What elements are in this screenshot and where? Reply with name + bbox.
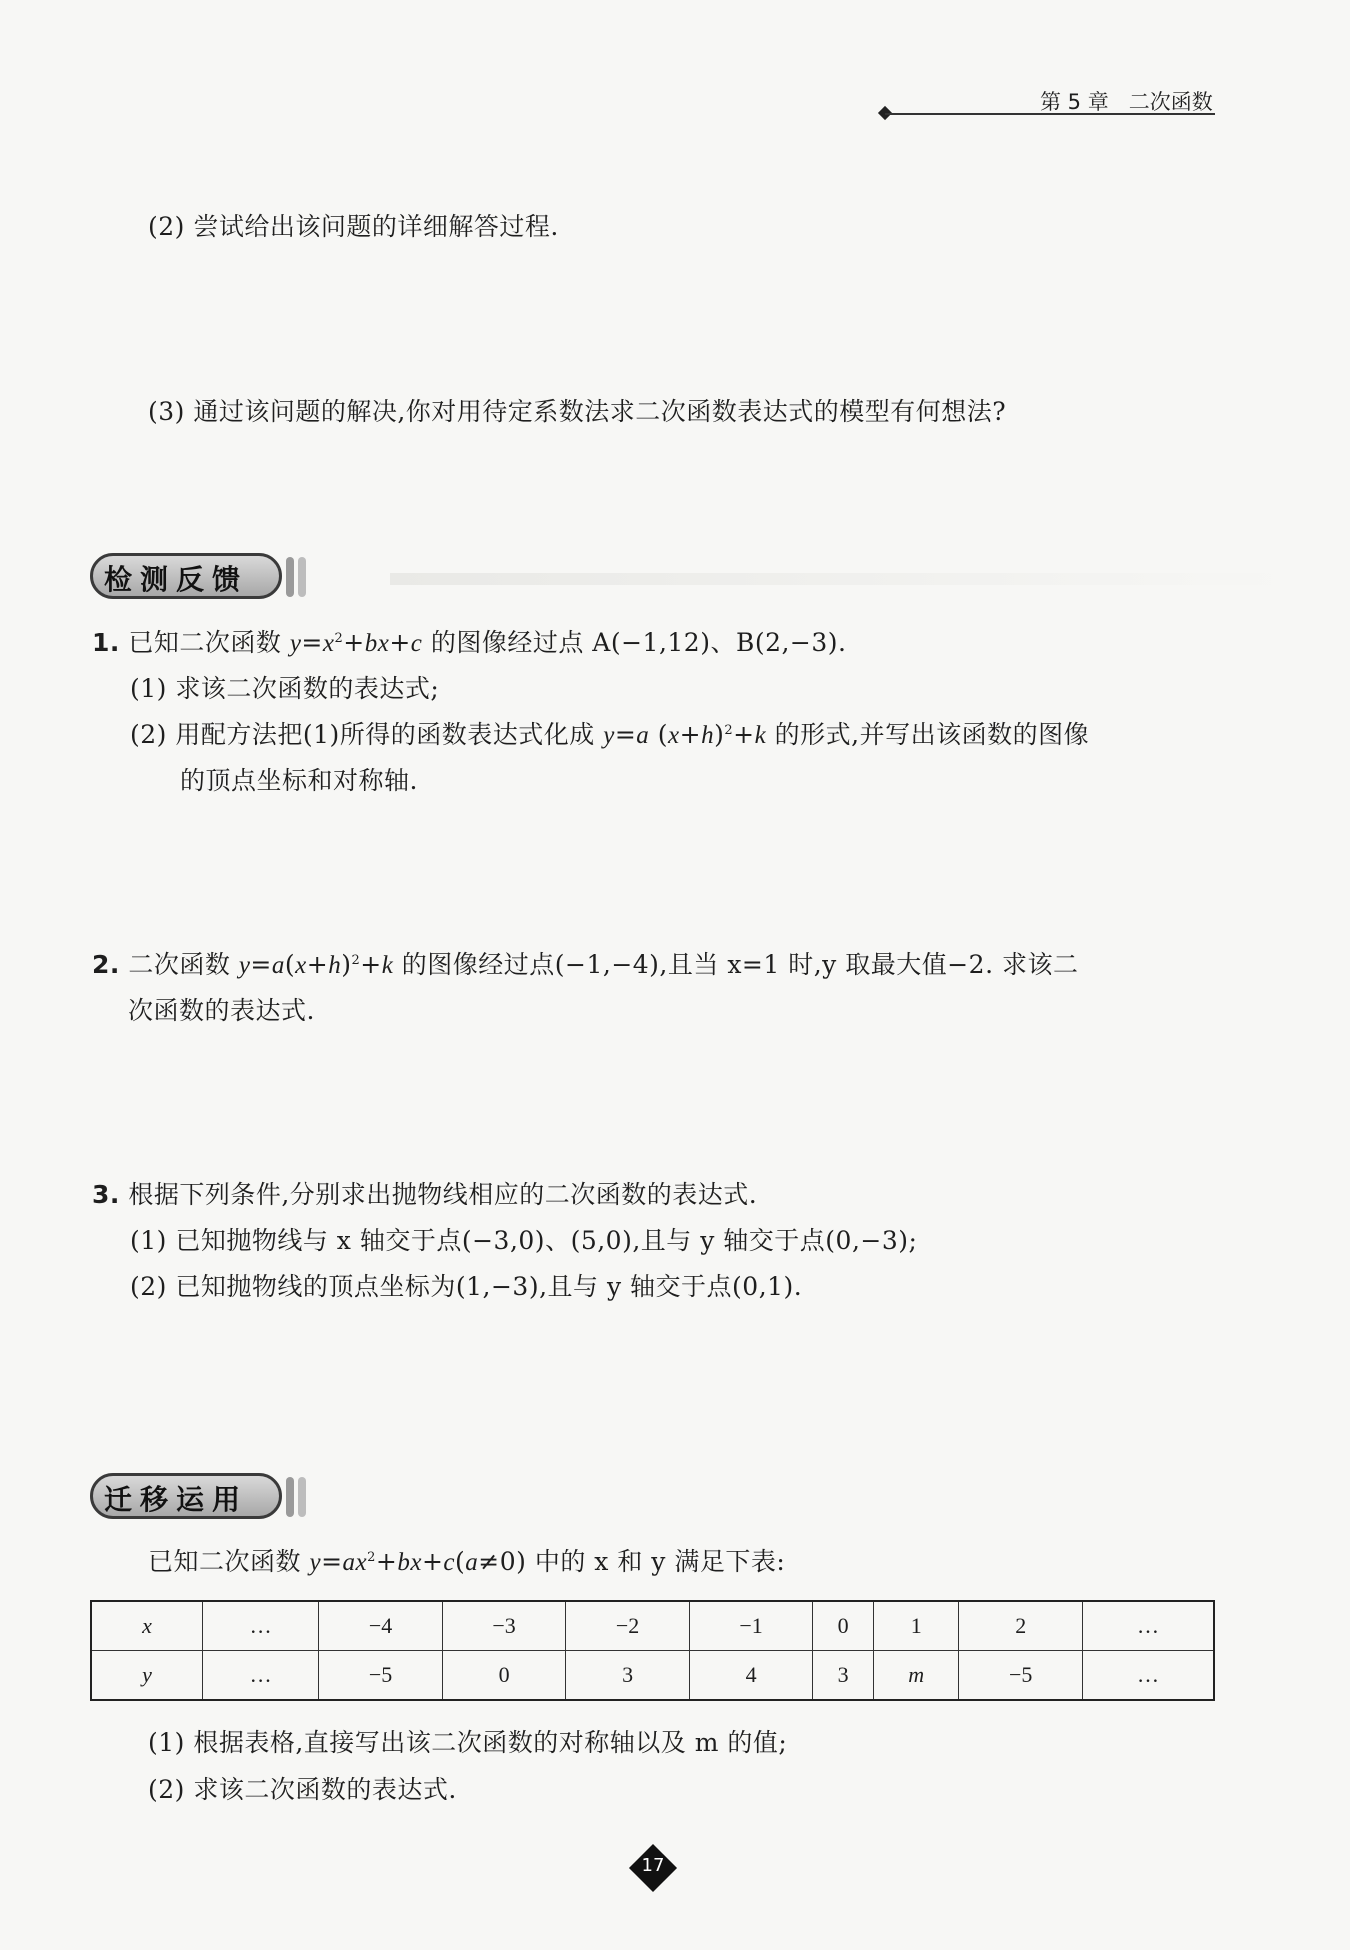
table-cell: x — [91, 1601, 203, 1651]
table-cell: 4 — [689, 1651, 813, 1701]
chapter-number: 第 5 章 — [1040, 90, 1109, 114]
equation: $y=ax^2+bx+c(a\ne 0)$ — [309, 1547, 527, 1576]
table-cell: −1 — [689, 1601, 813, 1651]
table-cell: y — [91, 1651, 203, 1701]
prev-question-2: (2) 尝试给出该问题的详细解答过程. — [148, 212, 559, 241]
table-cell: m — [874, 1651, 959, 1701]
running-header — [1040, 86, 1213, 116]
equation: y=a $(x+h)^2+k$ — [603, 720, 767, 749]
problem-2: 2. 二次函数 $y=a(x+h)^2+k$ 的图像经过点(−1,−4),且当 x=1 时,y 取最大值−2. 求该二 — [92, 950, 1079, 979]
prev-question-3: (3) 通过该问题的解决,你对用待定系数法求二次函数表达式的模型有何想法? — [148, 397, 1007, 426]
table-row-y — [91, 1651, 1214, 1701]
table-cell: −5 — [959, 1651, 1083, 1701]
section-banner-transfer — [90, 1473, 300, 1523]
table-cell: … — [203, 1651, 319, 1701]
equation: $y=x^2+bx+c$ — [289, 628, 423, 657]
problem-1-sub-2-cont: 的顶点坐标和对称轴. — [180, 766, 418, 795]
table-cell: 3 — [566, 1651, 690, 1701]
problem-1-sub-2: (2) 用配方法把(1)所得的函数表达式化成 y=a $(x+h)^2+k$ 的形式,并写出该函数的图像 — [130, 720, 1090, 749]
table-cell: 1 — [874, 1601, 959, 1651]
table-cell: −4 — [319, 1601, 443, 1651]
table-cell: 2 — [959, 1601, 1083, 1651]
transfer-intro: 已知二次函数 $y=ax^2+bx+c(a\ne 0)$ 中的 x 和 y 满足下表: — [148, 1547, 786, 1576]
equation: $y=a(x+h)^2+k$ — [238, 950, 394, 979]
section-title: 检测反馈 — [104, 563, 249, 596]
problem-1-sub-1: (1) 求该二次函数的表达式; — [130, 674, 440, 703]
table-cell: 3 — [813, 1651, 874, 1701]
problem-number: 2. — [92, 950, 120, 979]
section-title: 迁移运用 — [104, 1483, 249, 1516]
section-banner-feedback — [90, 553, 300, 603]
problem-3-sub-1: (1) 已知抛物线与 x 轴交于点(−3,0)、(5,0),且与 y 轴交于点(0,−3); — [130, 1226, 918, 1255]
problem-number: 1. — [92, 628, 120, 657]
value-table — [90, 1600, 1215, 1701]
problem-1: 1. 已知二次函数 $y=x^2+bx+c$ 的图像经过点 A(−1,12)、B(2,−3). — [92, 628, 847, 657]
problem-2-cont: 次函数的表达式. — [128, 996, 315, 1025]
transfer-sub-2: (2) 求该二次函数的表达式. — [148, 1775, 457, 1804]
problem-3: 3. 根据下列条件,分别求出抛物线相应的二次函数的表达式. — [92, 1180, 758, 1209]
transfer-sub-1: (1) 根据表格,直接写出该二次函数的对称轴以及 m 的值; — [148, 1728, 788, 1757]
table-cell: … — [1083, 1651, 1215, 1701]
table-cell: 0 — [813, 1601, 874, 1651]
page-number-badge — [630, 1845, 676, 1891]
chapter-title: 二次函数 — [1128, 90, 1213, 114]
table-cell: −3 — [442, 1601, 566, 1651]
table-cell: … — [203, 1601, 319, 1651]
table-cell: −2 — [566, 1601, 690, 1651]
table-cell: … — [1083, 1601, 1215, 1651]
table-row-x — [91, 1601, 1214, 1651]
table-cell: 0 — [442, 1651, 566, 1701]
page-number: 17 — [641, 1855, 665, 1876]
problem-3-sub-2: (2) 已知抛物线的顶点坐标为(1,−3),且与 y 轴交于点(0,1). — [130, 1272, 803, 1301]
table-cell: −5 — [319, 1651, 443, 1701]
problem-number: 3. — [92, 1180, 120, 1209]
